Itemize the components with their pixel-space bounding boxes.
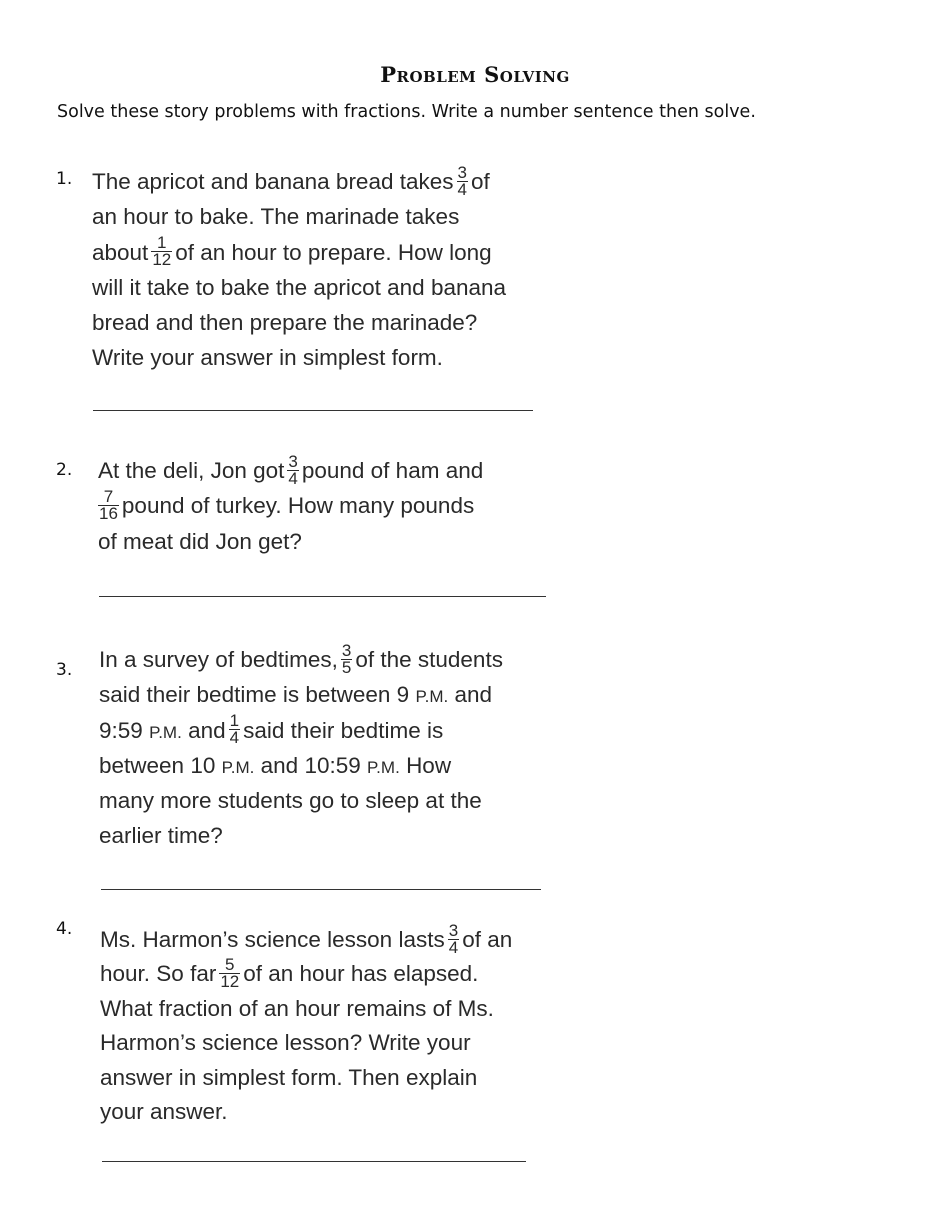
problem-line: At the deli, Jon got $\frac{3}{4}$ pound of ham and: [98, 451, 484, 488]
problem-line: hour. So far $\frac{5}{12}$ of an hour has elapsed.: [100, 954, 479, 991]
worksheet-title: Problem Solving: [380, 62, 570, 87]
fraction: $\frac{3}{4}$: [288, 451, 298, 488]
problem-2-text: [98, 453, 483, 559]
problem-3-text: [99, 642, 503, 854]
problem-line: Write your answer in simplest form.: [92, 345, 443, 371]
problem-line: Ms. Harmon’s science lesson lasts $\frac{3}{4}$ of an: [100, 920, 513, 957]
answer-line-2: [99, 596, 546, 597]
problem-4-text: [100, 922, 512, 1128]
problem-line: What fraction of an hour remains of Ms.: [100, 995, 494, 1021]
problem-line: your answer.: [100, 1098, 228, 1124]
problem-line: will it take to bake the apricot and banana: [92, 274, 507, 300]
fraction: $\frac{3}{5}$: [341, 640, 352, 677]
fraction: $\frac{3}{4}$: [448, 920, 459, 957]
problem-4-number: 4.: [56, 919, 73, 939]
problem-line: bread and then prepare the marinade?: [92, 310, 478, 336]
problem-line: between 10 P.M. and 10:59 P.M. How: [99, 752, 452, 778]
problem-3-number: 3.: [56, 660, 73, 680]
problem-line: of meat did Jon get?: [98, 528, 302, 554]
fraction: $\frac{1}{12}$: [152, 233, 172, 270]
fraction: $\frac{7}{16}$: [99, 486, 118, 523]
problem-line: In a survey of bedtimes, $\frac{3}{5}$ of the students: [99, 640, 503, 677]
answer-line-4: [102, 1161, 526, 1162]
problem-line: The apricot and banana bread takes $\frac{3}{4}$ of: [92, 162, 490, 199]
instructions: Solve these story problems with fractions. Write a number sentence then solve.: [57, 102, 756, 122]
problem-line: an hour to bake. The marinade takes: [92, 204, 460, 230]
fraction: $\frac{3}{4}$: [457, 162, 467, 199]
answer-line-1: [93, 410, 533, 411]
problem-2-number: 2.: [56, 460, 73, 480]
problem-1-number: 1.: [56, 169, 73, 189]
answer-line-3: [101, 889, 541, 890]
fraction: $\frac{5}{12}$: [220, 954, 240, 991]
problem-line: 9:59 P.M. and $\frac{1}{4}$ said their bedtime is: [99, 711, 444, 748]
problem-line: earlier time?: [99, 823, 223, 849]
fraction: $\frac{1}{4}$: [229, 711, 240, 748]
problem-1-text: [92, 164, 506, 376]
problem-line: Harmon’s science lesson? Write your: [100, 1030, 471, 1056]
problem-line: said their bedtime is between 9 P.M. and: [99, 682, 493, 708]
problem-line: answer in simplest form. Then explain: [100, 1064, 478, 1090]
problem-line: many more students go to sleep at the: [99, 788, 482, 814]
problem-line: about $\frac{1}{12}$ of an hour to prepare. How long: [92, 233, 492, 270]
problem-line: $\frac{7}{16}$ pound of turkey. How many pounds: [99, 486, 475, 523]
